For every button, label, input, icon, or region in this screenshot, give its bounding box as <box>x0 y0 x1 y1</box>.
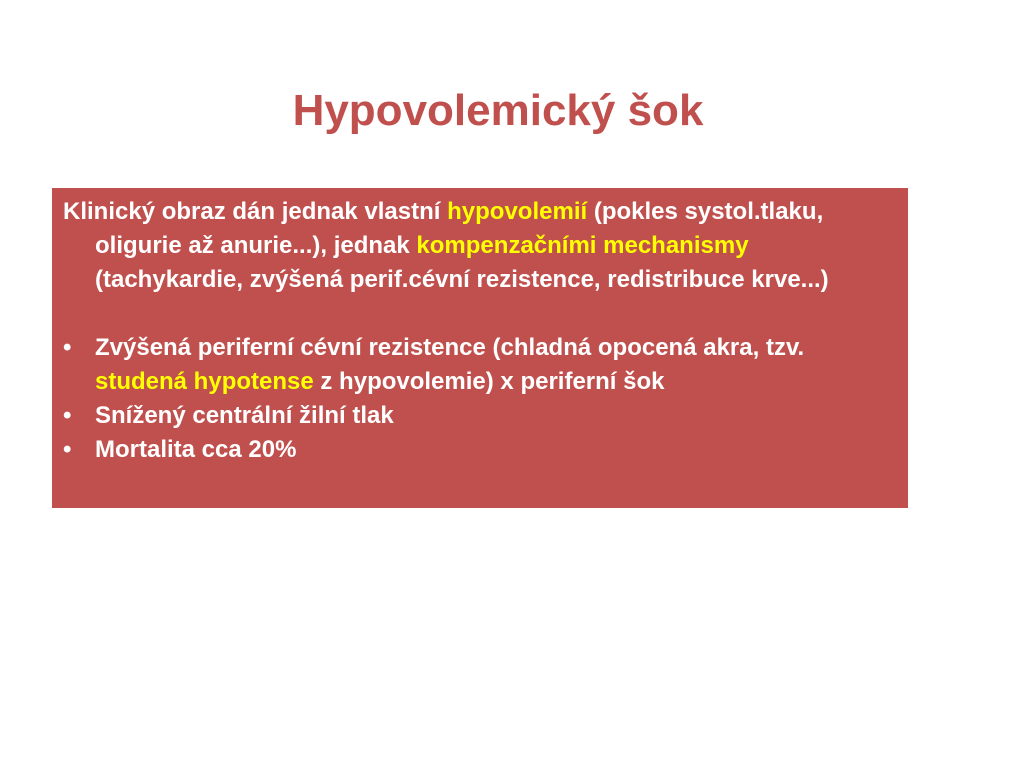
bullet-marker: • <box>63 334 72 361</box>
highlight-compensatory-mechanisms: kompenzačními mechanismy <box>416 232 749 259</box>
bullet-marker: • <box>63 436 72 463</box>
bullet-item-peripheral-resistance <box>63 331 898 399</box>
slide-title: Hypovolemický šok <box>292 86 704 135</box>
content-box <box>52 188 908 508</box>
bullet-text: Snížený centrální žilní tlak <box>95 402 394 429</box>
bullet-marker: • <box>63 402 72 429</box>
intro-text-1: Klinický obraz dán jednak vlastní <box>63 198 448 225</box>
intro-text-3: (tachykardie, zvýšená perif.cévní rezistence, redistribuce krve...) <box>95 266 829 293</box>
bullet-text-2: z hypovolemie) x periferní šok <box>313 368 665 395</box>
highlight-hypovolemia: hypovolemií <box>447 198 588 225</box>
bullet-text-1: Zvýšená periferní cévní rezistence (chladná opocená akra, tzv. <box>95 334 805 361</box>
bullet-item-central-venous-pressure <box>63 399 898 433</box>
bullet-list <box>63 331 898 467</box>
paragraph-spacer <box>63 297 898 331</box>
bullet-item-mortality <box>63 433 898 467</box>
highlight-cold-hypotension: studená hypotense <box>95 368 314 395</box>
bullet-text: Mortalita cca 20% <box>95 436 297 463</box>
intro-text-2: (pokles systol.tlaku, oligurie až anurie...), jednak <box>95 198 824 259</box>
intro-paragraph <box>63 195 898 297</box>
